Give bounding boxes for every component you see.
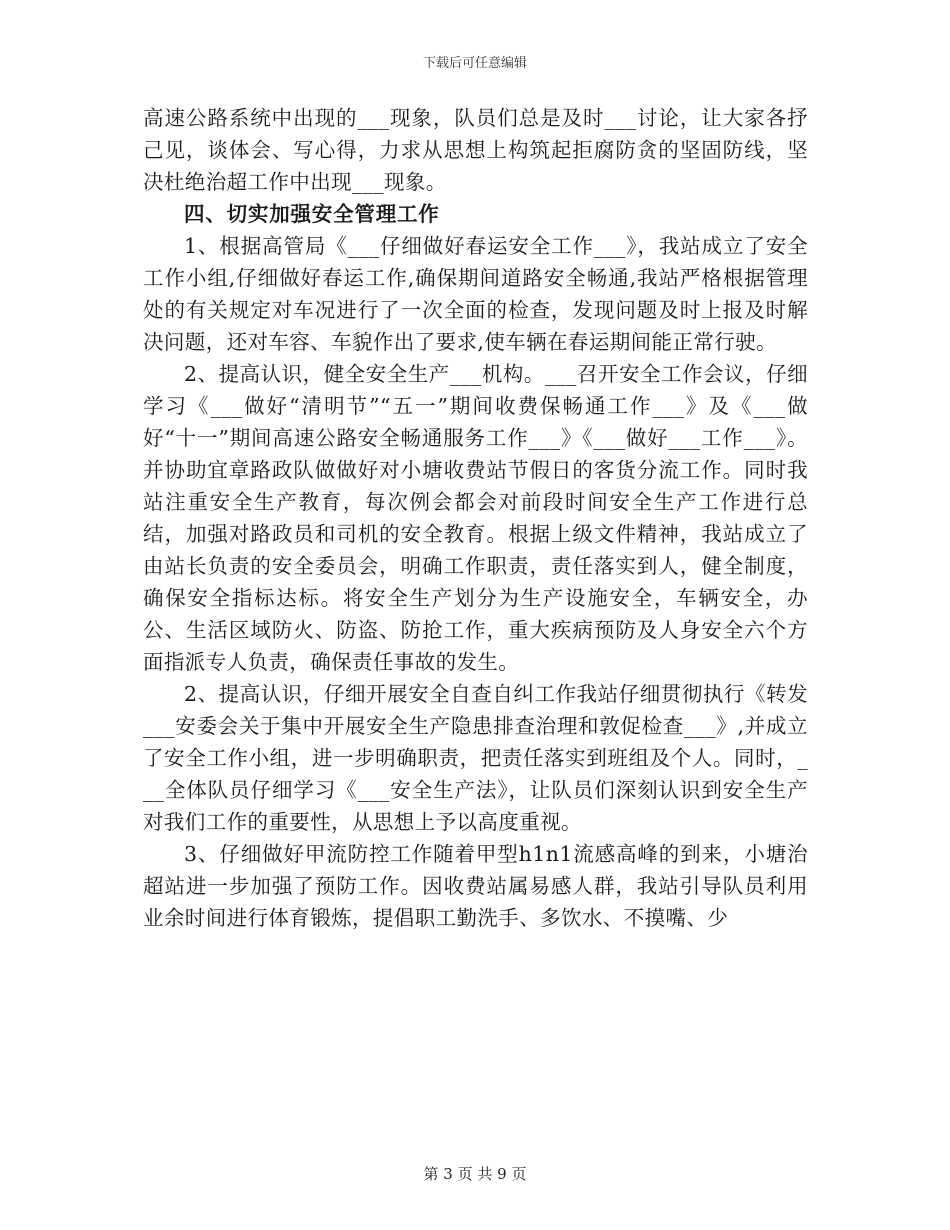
page-number: 第 3 页 共 9 页 — [423, 1165, 527, 1183]
page-header: 下载后可任意编辑 — [422, 56, 527, 71]
paragraph-spring-transport-safety: 1、根据高管局《___仔细做好春运安全工作___》，我站成立了安全工作小组,仔细做好春运工作,确保期间道路安全畅通,我站严格根据管理处的有关规定对车况进行了一次全面的检查，发现问题及时上报及时解决问题，还对车容、车貌作出了要求,使车辆在春运期间能正常行驶。 — [143, 234, 808, 354]
section-heading: 四、切实加强安全管理工作 — [184, 202, 440, 226]
paragraph-continuation: 高速公路系统中出现的___现象，队员们总是及时___讨论，让大家各抒己见，谈体会、写心得，力求从思想上构筑起拒腐防贪的坚固防线，坚决杜绝治超工作中出现___现象。 — [143, 106, 808, 194]
paragraph-flu-prevention: 3、仔细做好甲流防控工作随着甲型h1n1流感高峰的到来，小塘治超站进一步加强了预防工作。因收费站属易感人群，我站引导队员利用业余时间进行体育锻炼，提倡职工勤洗手、多饮水、不摸嘴、少 — [143, 842, 808, 930]
paragraph-safety-self-inspection: 2、提高认识，仔细开展安全自查自纠工作我站仔细贯彻执行《转发___安委会关于集中开展安全生产隐患排查治理和敦促检查___》,并成立了安全工作小组，进一步明确职责，把责任落实到班组及个人。同时，___全体队员仔细学习《___安全生产法》，让队员们深刻认识到安全生产对我们工作的重要性，从思想上予以高度重视。 — [143, 682, 808, 834]
paragraph-safety-organization: 2、提高认识，健全安全生产___机构。___召开安全工作会议，仔细学习《___做好“清明节”“五一”期间收费保畅通工作___》及《___做好“十一”期间高速公路安全畅通服务工作___》《___做好___工作___》。并协助宜章路政队做做好对小塘收费站节假日的客货分流工作。同时我站注重安全生产教育，每次例会都会对前段时间安全生产工作进行总结，加强对路政员和司机的安全教育。根据上级文件精神，我站成立了由站长负责的安全委员会，明确工作职责，责任落实到人，健全制度，确保安全指标达标。将安全生产划分为生产设施安全，车辆安全，办公、生活区域防火、防盗、防抢工作，重大疾病预防及人身安全六个方面指派专人负责，确保责任事故的发生。 — [143, 362, 808, 674]
document-body — [143, 102, 808, 934]
